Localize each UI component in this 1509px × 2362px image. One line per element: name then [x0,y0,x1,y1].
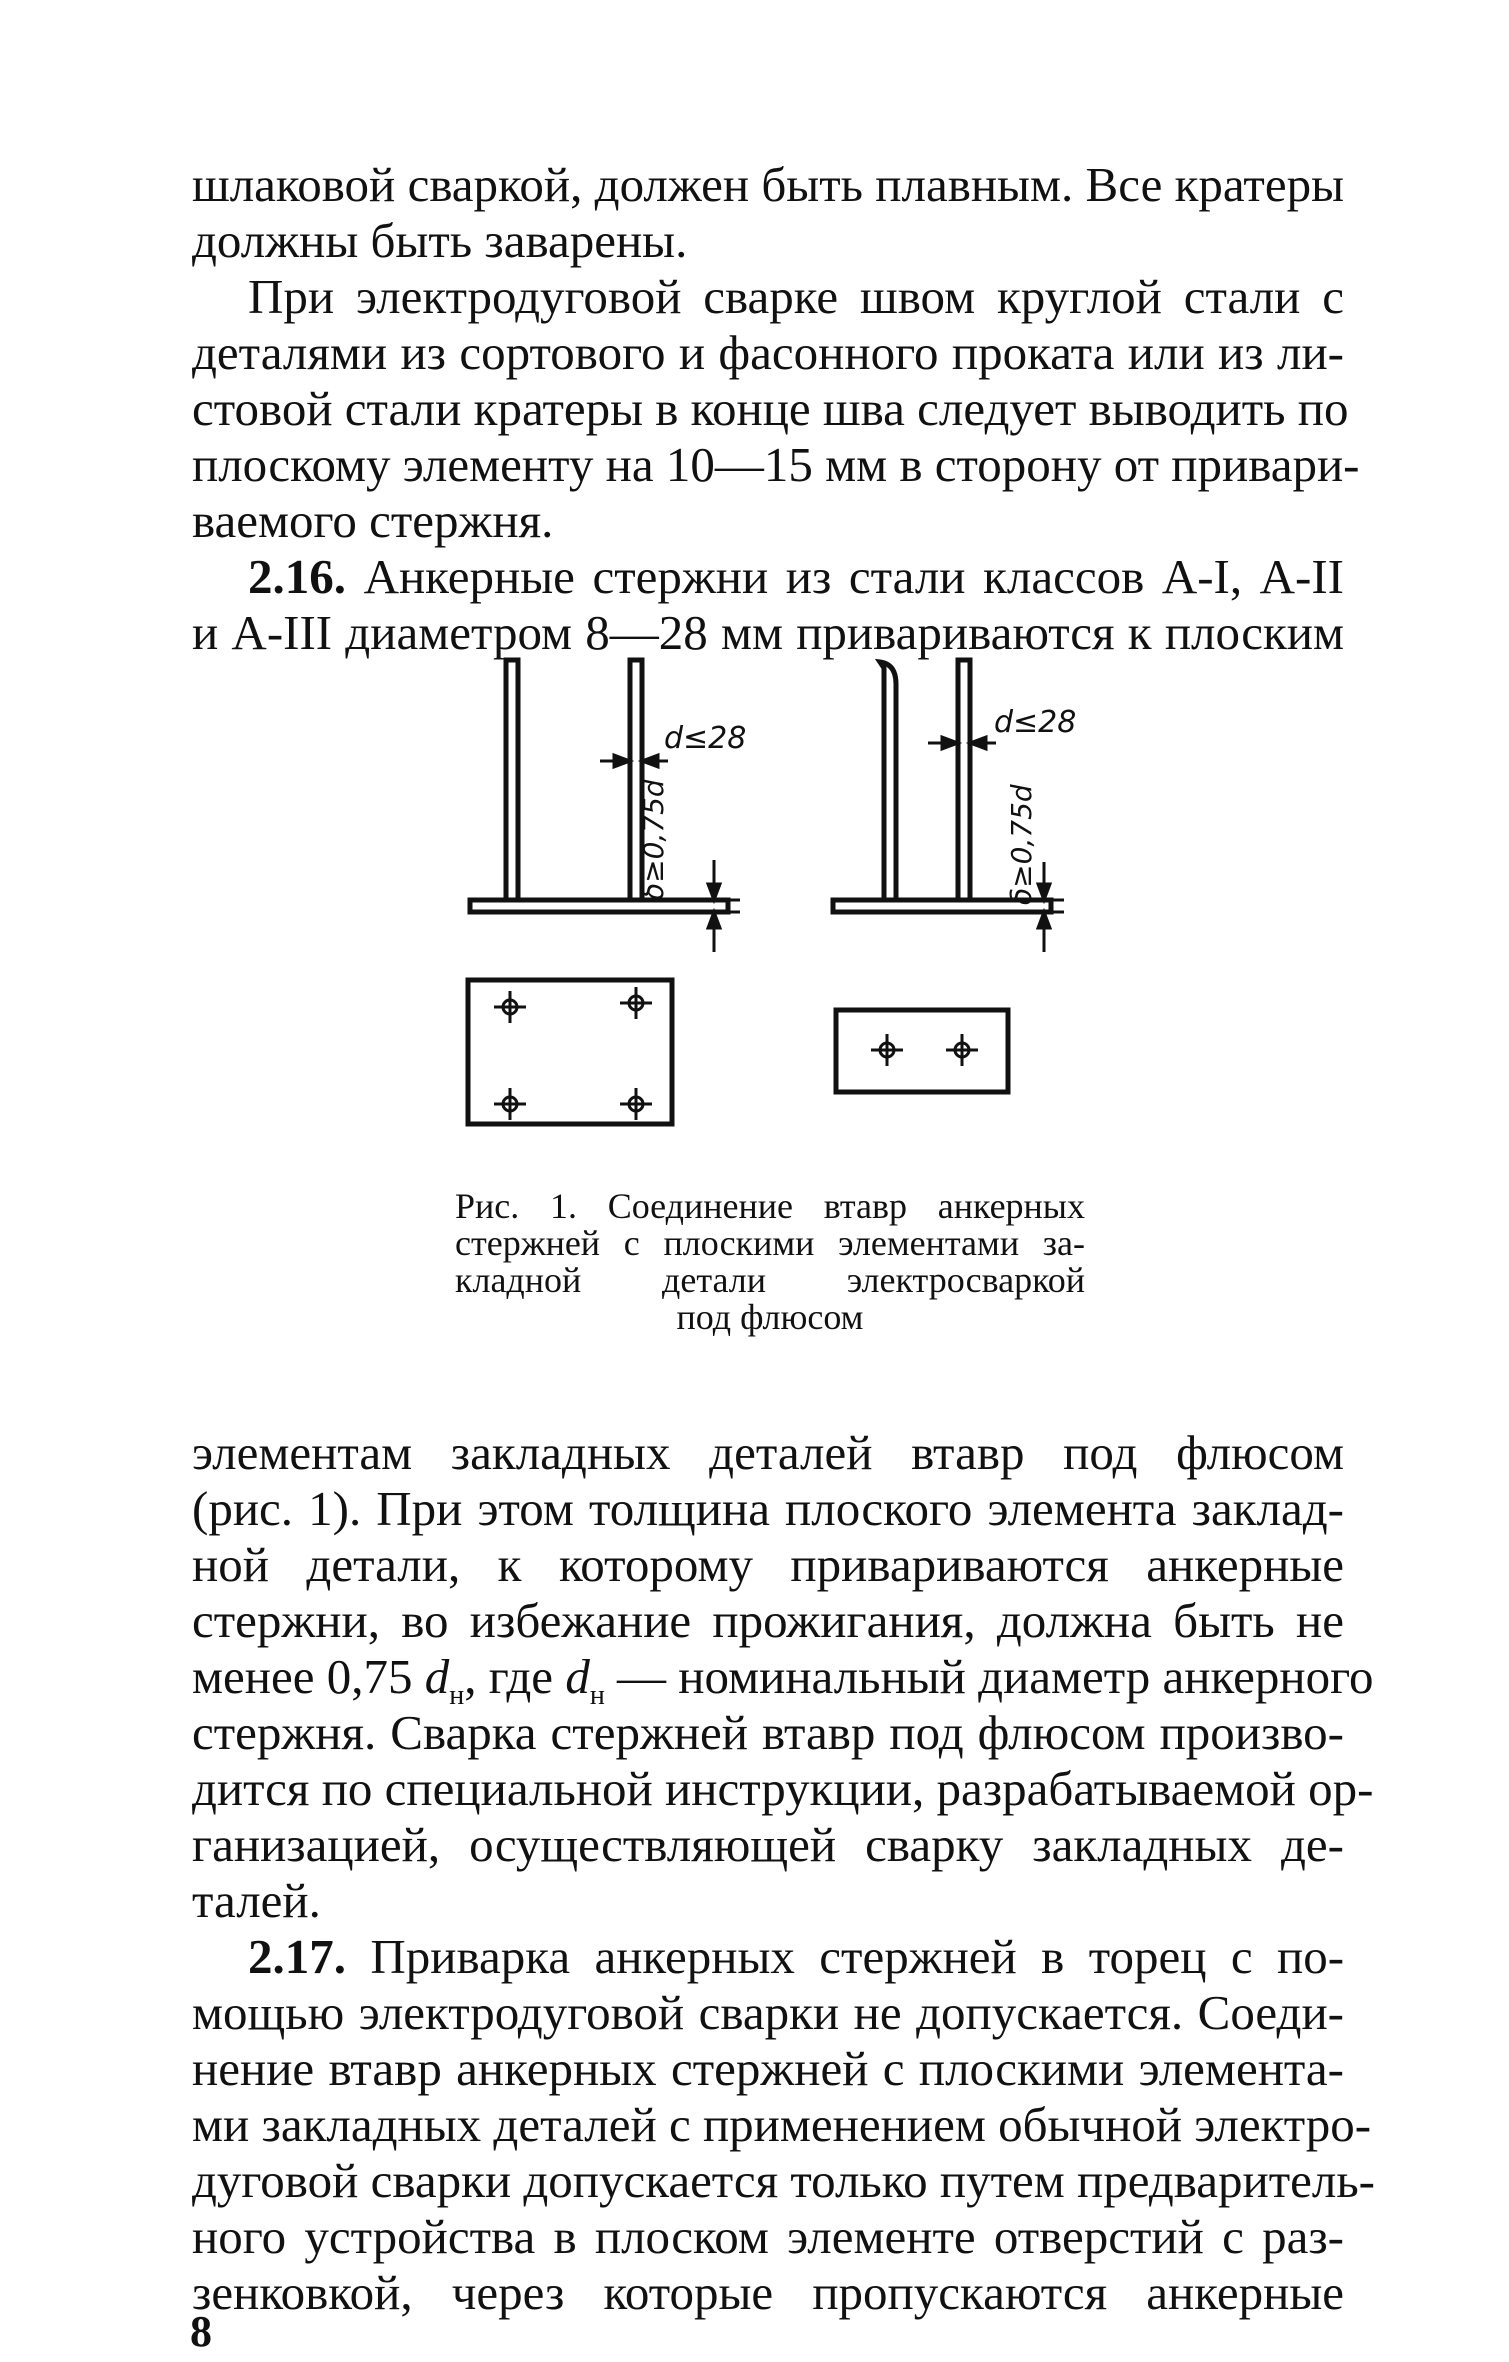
formula-symbol: d [424,1649,450,1704]
text-span: менее 0,75 [192,1649,425,1704]
text-line: шлаковой сваркой, должен быть плавным. Все кратеры [192,157,1344,212]
thickness-label: δ≥0,75d [637,779,670,900]
section-number: 2.16. [248,549,346,604]
text-span: Приварка анкерных стержней в торец с по- [370,1929,1345,1984]
text-line: ганизацией, осуществляющей сварку закладных де- [192,1817,1344,1872]
text-line: деталями из сортового и фасонного проката или из ли- [192,325,1344,380]
text-line-with-formula [192,1649,1374,1711]
text-line: дится по специальной инструкции, разрабатываемой ор- [192,1761,1374,1816]
formula-subscript: н [449,1679,465,1711]
anchor-mark-icon [871,1034,903,1066]
anchor-mark-icon [494,1088,526,1120]
formula-symbol: d [565,1649,590,1704]
text-line: и А-III диаметром 8—28 мм привариваются к плоским [192,605,1344,660]
figure-caption: стержней с плоскими элементами за- [455,1223,1085,1263]
text-line: талей. [192,1873,321,1928]
page-number: 8 [190,2307,212,2356]
anchor-mark-icon [494,991,526,1023]
anchor-mark-icon [620,1088,652,1120]
text-line: стержня. Сварка стержней втавр под флюсом произво- [192,1705,1344,1760]
text-line: ваемого стержня. [192,493,554,548]
text-line: ной детали, к которому привариваются анкерные [192,1537,1344,1592]
flat-plate [470,900,728,912]
text-line: стовой стали кратеры в конце шва следует выводить по [192,381,1349,436]
section-2-17-line [248,1929,1345,1984]
formula-subscript: н [589,1679,605,1711]
anchor-rod [880,662,896,900]
diameter-label: d≤28 [994,705,1077,740]
text-line: ми закладных деталей с применением обычной электро- [192,2097,1372,2152]
text-span: Анкерные стержни из стали классов А-I, А-II [363,549,1344,604]
text-line: При электродуговой сварке швом круглой стали с [248,269,1344,324]
anchor-rod [506,660,518,900]
figure-caption: Рис. 1. Соединение втавр анкерных [455,1186,1085,1226]
section-number: 2.17. [248,1929,346,1984]
text-line: мощью электродуговой сварки не допускается. Соеди- [192,1985,1344,2040]
text-line: плоскому элементу на 10—15 мм в сторону от привари- [192,437,1360,492]
text-line: зенковкой, через которые пропускаются анкерные [192,2265,1344,2320]
text-span: — номинальный диаметр анкерного [604,1649,1374,1704]
thickness-label: δ≥0,75d [1005,784,1038,905]
text-line: (рис. 1). При этом толщина плоского элемента заклад- [192,1481,1344,1536]
anchor-mark-icon [620,987,652,1019]
text-line: ного устройства в плоском элементе отверстий с раз- [192,2209,1344,2264]
text-line: элементам закладных деталей втавр под флюсом [192,1425,1344,1480]
figure-caption: под флюсом [676,1297,864,1337]
diameter-label: d≤28 [664,721,747,756]
text-line: стержни, во избежание прожигания, должна быть не [192,1593,1344,1648]
anchor-rod [958,660,970,900]
text-line: должны быть заварены. [192,213,688,268]
anchor-mark-icon [946,1034,978,1066]
plate-plan-view [836,1010,1008,1092]
text-line: нение втавр анкерных стержней с плоскими элемента- [192,2041,1344,2096]
text-line: дуговой сварки допускается только путем предваритель- [192,2153,1375,2208]
text-span: , где [464,1649,566,1704]
figure-caption: кладной детали электросваркой [455,1260,1085,1300]
